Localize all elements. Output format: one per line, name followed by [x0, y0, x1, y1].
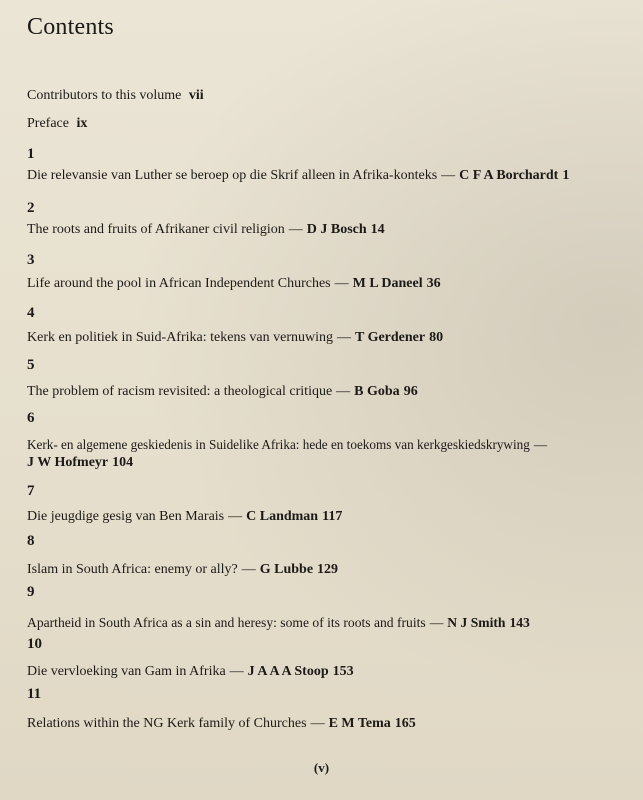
chapter-entry [27, 664, 354, 680]
dash: — [533, 437, 547, 452]
chapter-author: C F A Borchardt [459, 168, 559, 183]
front-matter-page: ix [76, 116, 88, 131]
front-matter-page: vii [188, 88, 204, 103]
chapter-entry [27, 615, 530, 631]
dash: — [336, 384, 351, 399]
chapter-title: The problem of racism revisited: a theological critique [27, 384, 333, 399]
chapter-author: C Landman [246, 509, 319, 524]
chapter-number: 1 [27, 146, 35, 162]
chapter-page: 96 [403, 384, 418, 399]
dash: — [336, 330, 351, 345]
chapter-title: Kerk- en algemene geskiedenis in Suidelike Afrika: hede en toekoms van kerkgeskiedskrywing [27, 437, 530, 452]
chapter-page: 36 [426, 276, 441, 291]
dash: — [429, 615, 444, 630]
chapter-page: 1 [562, 168, 570, 183]
chapter-number: 11 [27, 686, 42, 702]
chapter-page: 80 [429, 330, 444, 345]
chapter-entry [27, 509, 342, 525]
dash: — [229, 664, 244, 679]
chapter-title: Life around the pool in African Independent Churches [27, 276, 331, 291]
chapter-page: 143 [509, 615, 530, 630]
chapter-title: Die vervloeking van Gam in Afrika [27, 664, 226, 679]
chapter-entry [27, 437, 551, 453]
chapter-author: T Gerdener [354, 330, 426, 345]
chapter-author: N J Smith [447, 615, 506, 630]
chapter-entry [27, 384, 418, 400]
chapter-entry [27, 222, 385, 238]
chapter-author: B Goba [354, 384, 400, 399]
chapter-entry [27, 562, 338, 578]
dash: — [241, 562, 256, 577]
chapter-number: 5 [27, 357, 35, 373]
chapter-entry [27, 716, 416, 732]
chapter-page: 117 [322, 509, 343, 524]
dash: — [288, 222, 303, 237]
dash: — [310, 716, 325, 731]
dash: — [228, 509, 243, 524]
chapter-entry-continued [27, 455, 133, 471]
chapter-author: D J Bosch [306, 222, 367, 237]
chapter-author: M L Daneel [352, 276, 423, 291]
chapter-author: J W Hofmeyr [27, 455, 109, 470]
chapter-author: G Lubbe [259, 562, 314, 577]
front-matter-title: Preface [27, 116, 69, 131]
chapter-title: Die jeugdige gesig van Ben Marais [27, 509, 225, 524]
chapter-number: 4 [27, 305, 35, 321]
chapter-number: 9 [27, 584, 35, 600]
contents-heading: Contents [27, 14, 114, 40]
chapter-author: E M Tema [328, 716, 391, 731]
chapter-title: Islam in South Africa: enemy or ally? [27, 562, 238, 577]
chapter-page: 153 [332, 664, 354, 679]
dash: — [334, 276, 349, 291]
chapter-title: Kerk en politiek in Suid-Afrika: tekens van vernuwing [27, 330, 333, 345]
chapter-title: Apartheid in South Africa as a sin and heresy: some of its roots and fruits [27, 615, 426, 630]
chapter-entry [27, 168, 569, 184]
front-matter-title: Contributors to this volume [27, 88, 182, 103]
chapter-entry [27, 276, 441, 292]
chapter-number: 6 [27, 410, 35, 426]
chapter-title: Relations within the NG Kerk family of Churches [27, 716, 307, 731]
chapter-page: 129 [317, 562, 339, 577]
chapter-author: J A A A Stoop [247, 664, 329, 679]
chapter-entry [27, 330, 443, 346]
chapter-number: 8 [27, 533, 35, 549]
dash: — [441, 168, 456, 183]
chapter-page: 104 [112, 455, 134, 470]
page-number-footer: (v) [313, 760, 330, 775]
chapter-number: 7 [27, 483, 35, 499]
chapter-title: Die relevansie van Luther se beroep op die Skrif alleen in Afrika-konteks [27, 168, 438, 183]
front-matter-contributors [27, 88, 204, 104]
chapter-page: 14 [370, 222, 385, 237]
chapter-title: The roots and fruits of Afrikaner civil religion [27, 222, 285, 237]
chapter-number: 10 [27, 636, 42, 652]
front-matter-preface [27, 116, 87, 132]
chapter-number: 3 [27, 252, 35, 268]
chapter-page: 165 [394, 716, 416, 731]
chapter-number: 2 [27, 200, 35, 216]
